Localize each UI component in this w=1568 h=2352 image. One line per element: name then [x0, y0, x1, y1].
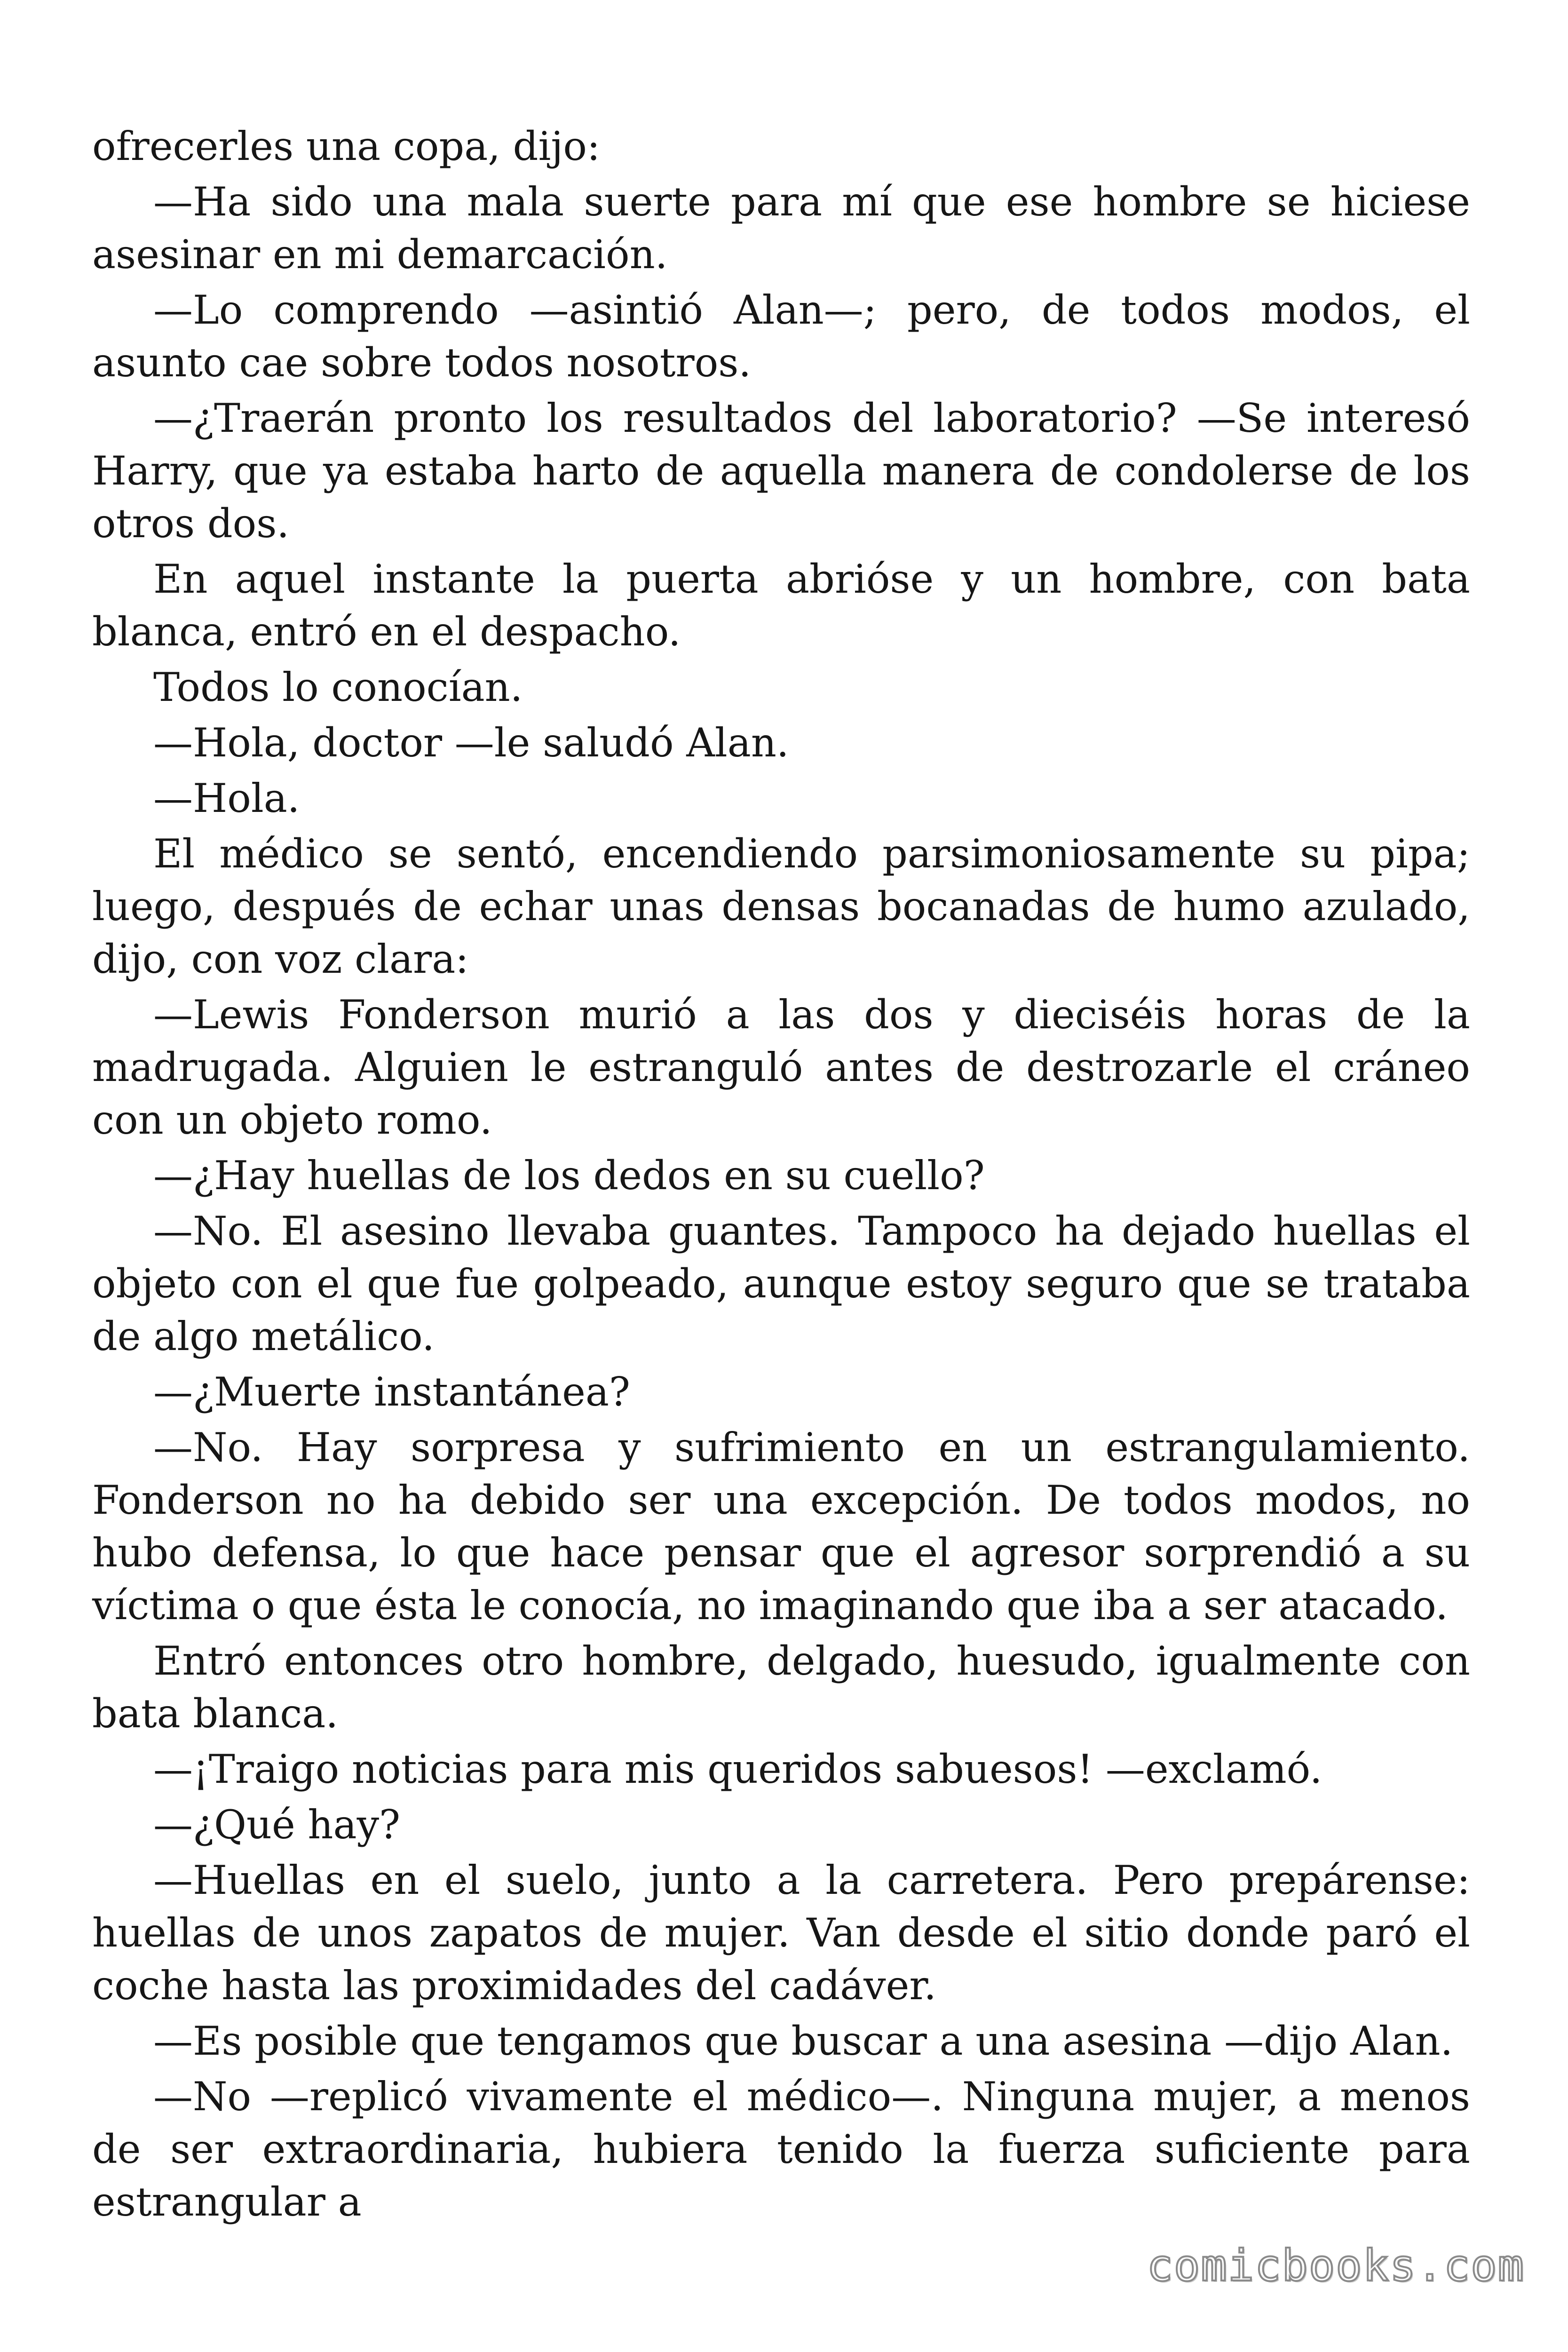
paragraph-3: —Lo comprendo —asintió Alan—; pero, de todos modos, el asunto cae sobre todos nosotros.	[92, 287, 1470, 386]
book-page-text	[92, 120, 1470, 2231]
paragraph-1: ofrecerles una copa, dijo:	[92, 123, 601, 169]
paragraph-2: —Ha sido una mala suerte para mí que ese hombre se hiciese asesinar en mi demarcación.	[92, 179, 1470, 278]
paragraph-5: En aquel instante la puerta abrióse y un hombre, con bata blanca, entró en el despacho.	[92, 556, 1470, 655]
paragraph-16: —¡Traigo noticias para mis queridos sabuesos! —exclamó.	[153, 1746, 1323, 1792]
paragraph-12: —No. El asesino llevaba guantes. Tampoco ha dejado huellas el objeto con el que fue golpeado, aunque estoy seguro que se trataba de algo metálico.	[92, 1208, 1470, 1359]
paragraph-18: —Huellas en el suelo, junto a la carretera. Pero prepárense: huellas de unos zapatos de mujer. Van desde el sitio donde paró el coche hasta las proximidades del cadáver.	[92, 1857, 1470, 2009]
paragraph-11: —¿Hay huellas de los dedos en su cuello?	[153, 1152, 985, 1199]
paragraph-10: —Lewis Fonderson murió a las dos y dieciséis horas de la madrugada. Alguien le estranguló antes de destrozarle el cráneo con un objeto romo.	[92, 992, 1470, 1143]
paragraph-17: —¿Qué hay?	[153, 1802, 401, 1848]
paragraph-15: Entró entonces otro hombre, delgado, huesudo, igualmente con bata blanca.	[92, 1638, 1470, 1737]
paragraph-14: —No. Hay sorpresa y sufrimiento en un estrangulamiento. Fonderson no ha debido ser una excepción. De todos modos, no hubo defensa, lo que hace pensar que el agresor sorprendió a su víctima o que ésta le conocía, no imaginando que iba a ser atacado.	[92, 1424, 1470, 1629]
paragraph-19: —Es posible que tengamos que buscar a una asesina —dijo Alan.	[153, 2018, 1453, 2064]
paragraph-8: —Hola.	[153, 775, 300, 821]
paragraph-6: Todos lo conocían.	[153, 664, 523, 710]
watermark: comicbooks.com	[1147, 2241, 1525, 2291]
paragraph-13: —¿Muerte instantánea?	[153, 1369, 630, 1415]
paragraph-9: El médico se sentó, encendiendo parsimoniosamente su pipa; luego, después de echar unas densas bocanadas de humo azulado, dijo, con voz clara:	[92, 831, 1470, 982]
paragraph-20: —No —replicó vivamente el médico—. Ninguna mujer, a menos de ser extraordinaria, hubiera tenido la fuerza suficiente para estrangular a	[92, 2074, 1470, 2225]
paragraph-7: —Hola, doctor —le saludó Alan.	[153, 720, 789, 766]
paragraph-4: —¿Traerán pronto los resultados del laboratorio? —Se interesó Harry, que ya estaba harto de aquella manera de condolerse de los otros dos.	[92, 395, 1470, 547]
